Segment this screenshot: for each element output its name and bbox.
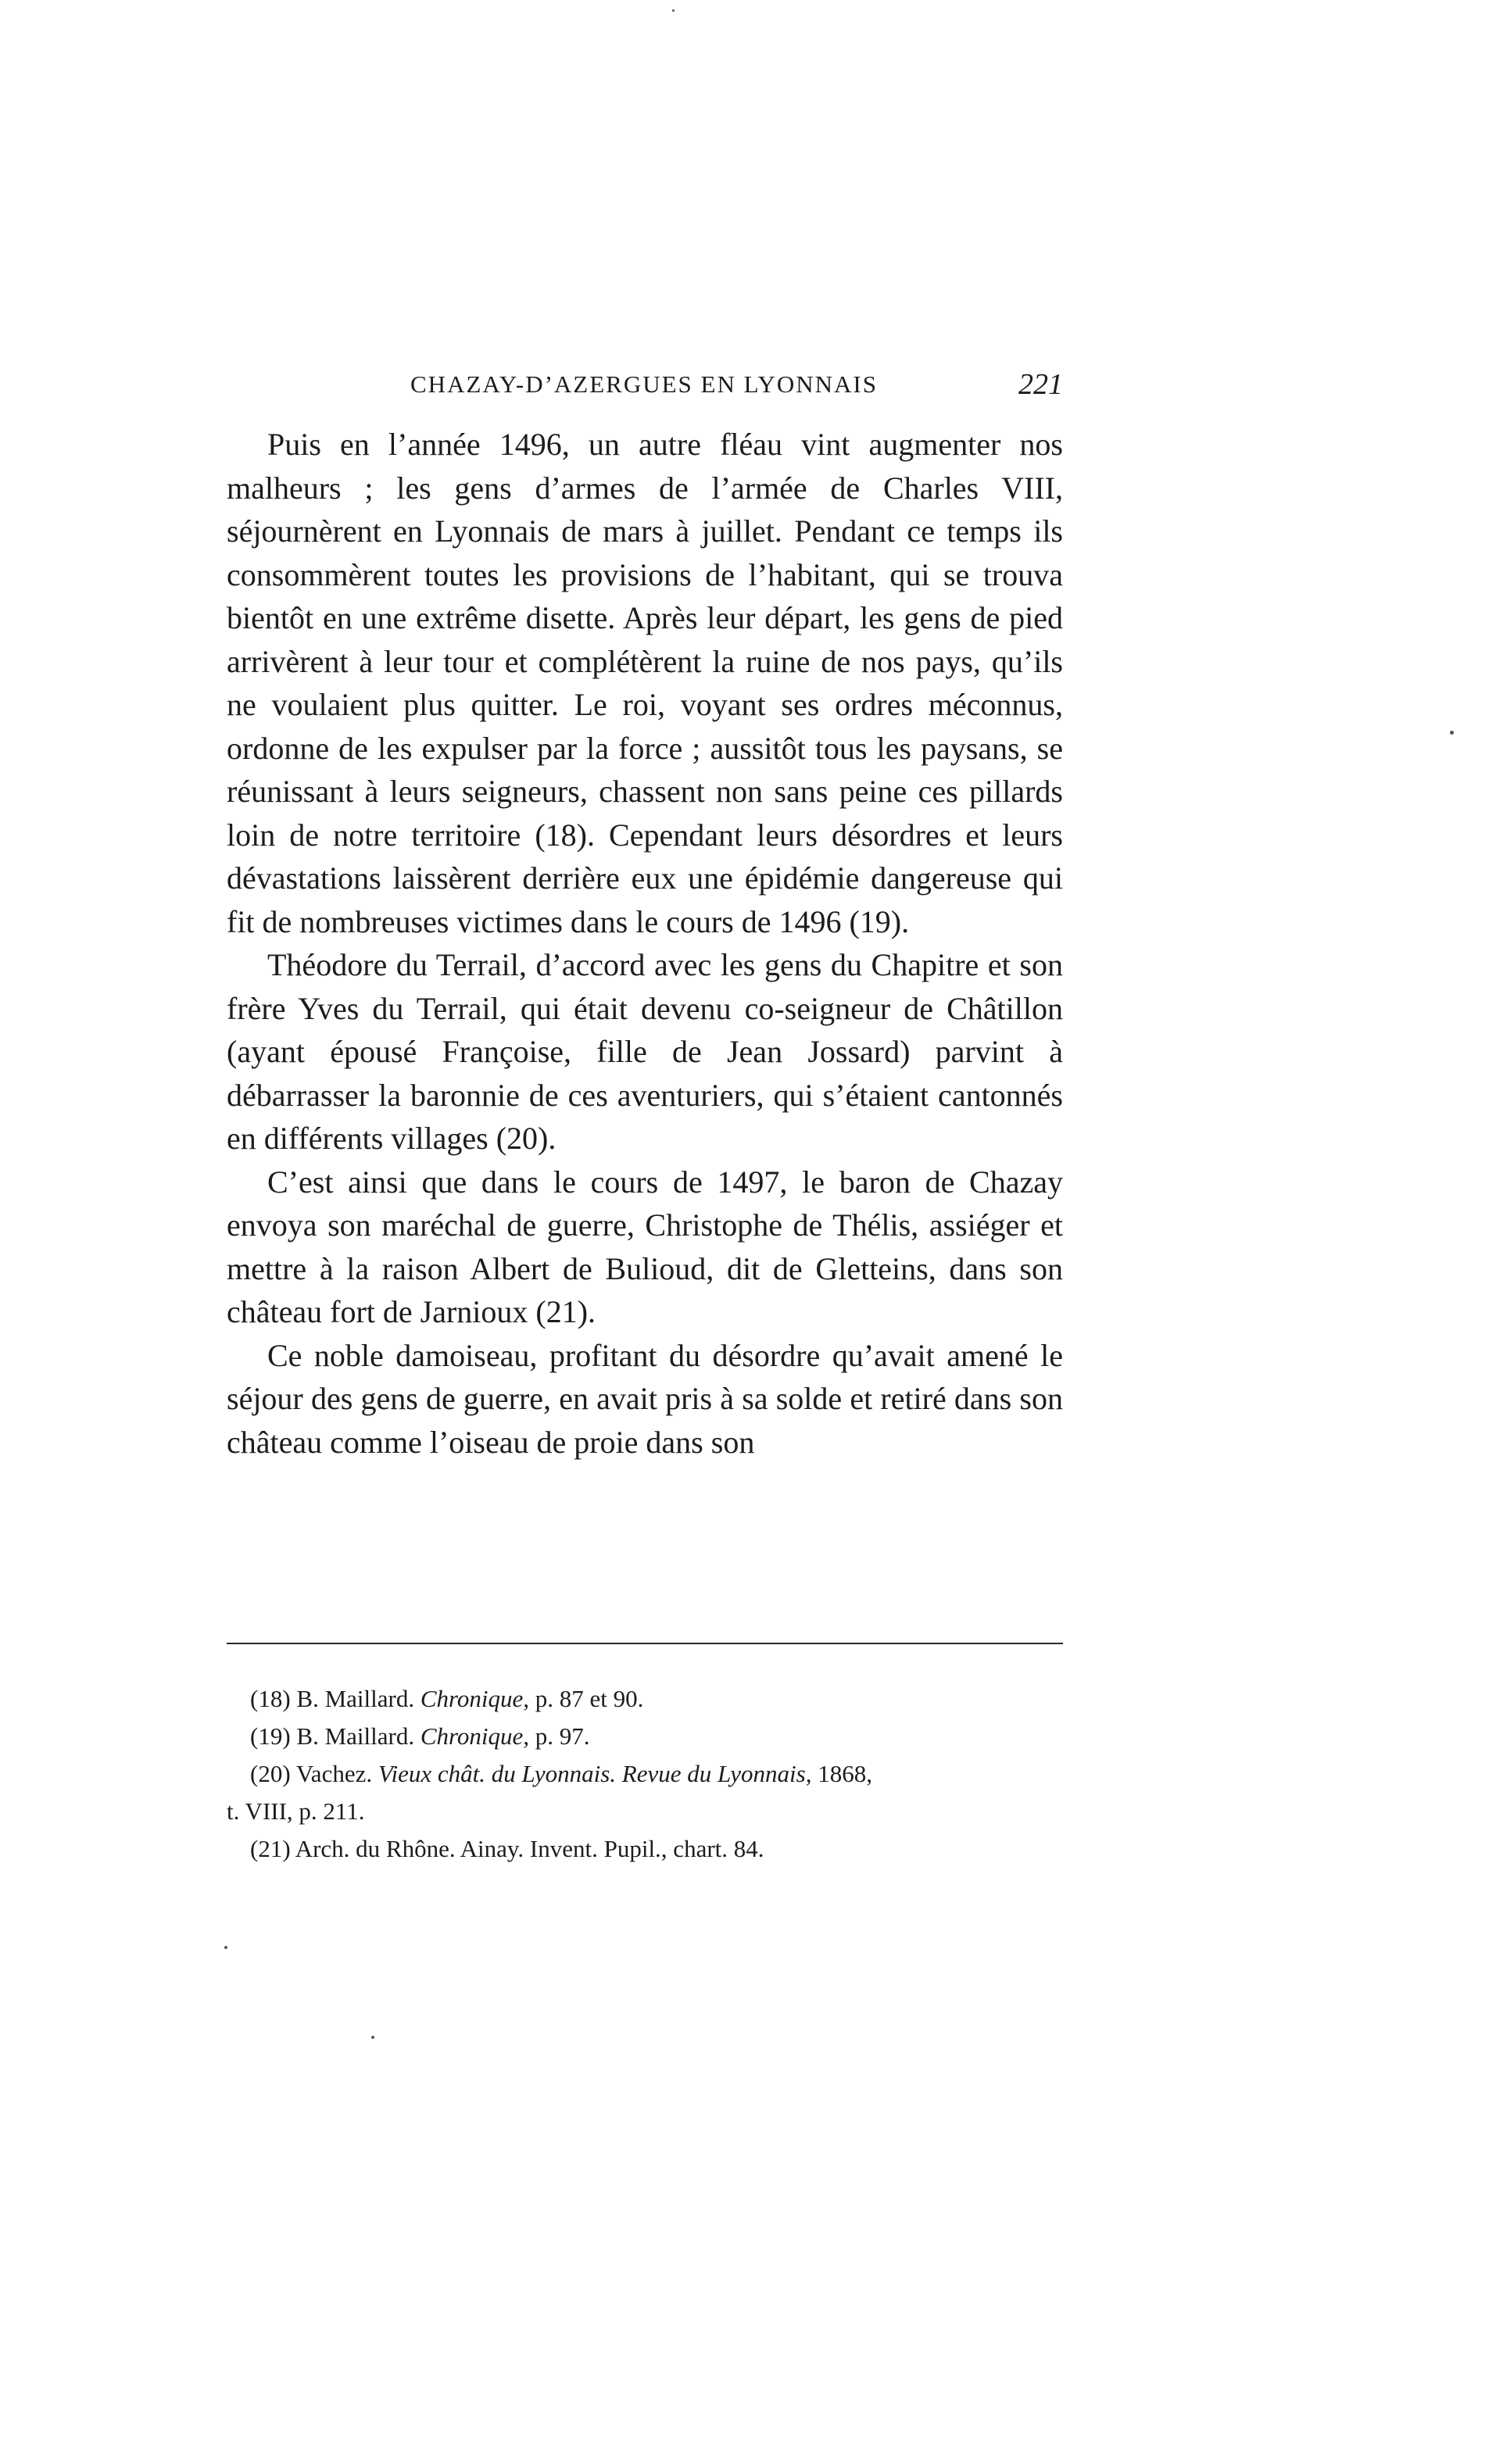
footnote-author: B. Maillard. xyxy=(296,1722,415,1750)
footnote-title: Vieux chât. du Lyonnais. Revue du Lyonnais, xyxy=(378,1760,812,1787)
footnote xyxy=(227,1755,1063,1793)
paragraph: Théodore du Terrail, d’accord avec les gens du Chapitre et son frère Yves du Terrail, qui était devenu co-seigneur de Châtillon (ayant épousé Françoise, fille de Jean Jossard) parvint à débarrasser la baronnie de ces aventuriers, qui s’étaient cantonnés en différents villages (20). xyxy=(227,947,1063,1156)
footnote-rest: 1868, xyxy=(818,1760,872,1787)
footnote-number: (19) xyxy=(250,1722,291,1750)
paper-speck xyxy=(1450,731,1454,735)
paper-speck xyxy=(224,1946,227,1949)
footnote-number: (20) xyxy=(250,1760,291,1787)
footnote-number: (18) xyxy=(250,1685,291,1712)
page-number: 221 xyxy=(1018,368,1063,401)
footnote-author: B. Maillard. xyxy=(296,1685,415,1712)
footnote-rest: p. 87 et 90. xyxy=(535,1685,644,1712)
paper-speck xyxy=(672,9,675,12)
paper-speck xyxy=(371,2036,374,2039)
footnote xyxy=(227,1830,1063,1868)
footnote-author: Vachez. xyxy=(295,1760,373,1787)
paragraph: Ce noble damoiseau, profitant du désordre qu’avait amené le séjour des gens de guerre, en avait pris à sa solde et retiré dans son château comme l’oiseau de proie dans son xyxy=(227,1337,1063,1460)
footnote-author: Arch. du Rhône. Ainay. Invent. Pupil., chart. 84. xyxy=(295,1835,764,1862)
paragraph: Puis en l’année 1496, un autre fléau vint augmenter nos malheurs ; les gens d’armes de l’armée de Charles VIII, séjournèrent en Lyonnais de mars à juillet. Pendant ce temps ils consommèrent toutes les provisions de l’habitant, qui se trouva bientôt en une extrême disette. Après leur départ, les gens de pied arrivèrent à leur tour et complétèrent la ruine de nos pays, qu’ils ne voulaient plus quitter. Le roi, voyant ses ordres méconnus, ordonne de les expulser par la force ; aussitôt tous les paysans, se réunissant à leurs seigneurs, chassent non sans peine ces pillards loin de notre territoire (18). Cependant leurs désordres et leurs dévastations laissèrent derrière eux une épidémie dangereuse qui fit de nombreuses victimes dans le cours de 1496 (19). xyxy=(227,427,1063,939)
footnote-title: Chronique, xyxy=(420,1722,530,1750)
paragraph: C’est ainsi que dans le cours de 1497, le baron de Chazay envoya son maréchal de guerre, Christophe de Thélis, assiéger et mettre à la raison Albert de Bulioud, dit de Gletteins, dans son château fort de Jarnioux (21). xyxy=(227,1164,1063,1329)
body-text xyxy=(227,423,1063,1464)
footnote-separator xyxy=(227,1643,1063,1644)
footnote-number: (21) xyxy=(250,1835,291,1862)
footnote-title: Chronique, xyxy=(420,1685,530,1712)
footnote-rest: p. 97. xyxy=(535,1722,590,1750)
footnote-continuation: t. VIII, p. 211. xyxy=(227,1797,365,1825)
footnote xyxy=(227,1718,1063,1755)
running-title: CHAZAY-D’AZERGUES EN LYONNAIS xyxy=(410,370,878,398)
running-head xyxy=(227,361,1063,408)
footnote xyxy=(227,1680,1063,1718)
footnotes xyxy=(227,1680,1063,1868)
